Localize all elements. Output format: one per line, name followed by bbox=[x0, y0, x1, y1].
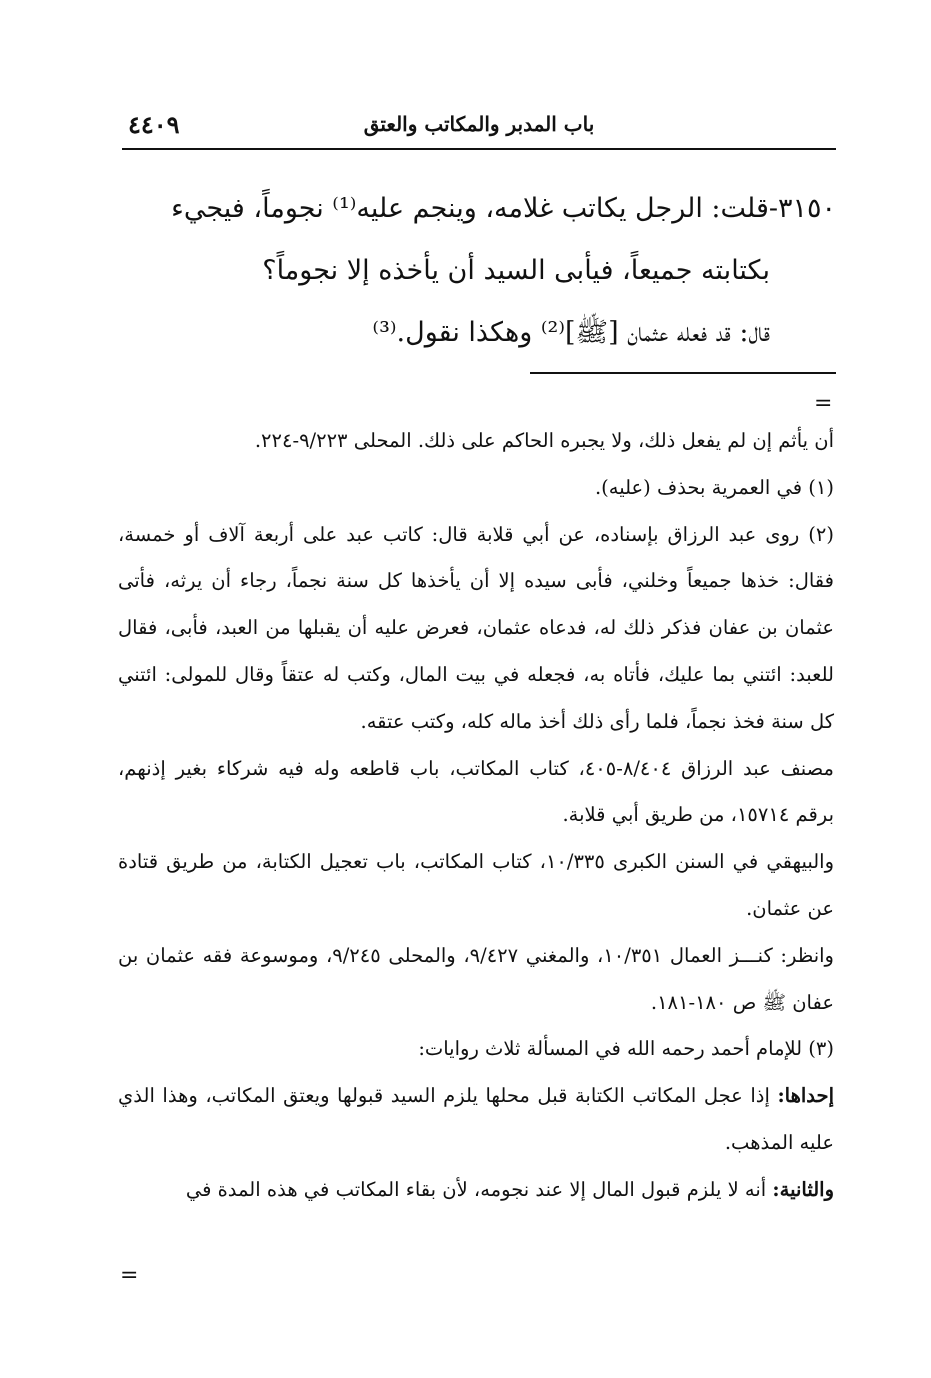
footnote-3-second-text: أنه لا يلزم قبول المال إلا عند نجومه، لأن بقاء المكاتب في هذه المدة في bbox=[185, 1177, 773, 1201]
page-number: ٤٤٠٩ bbox=[128, 110, 180, 139]
footnote-2-source-2: والبيهقي في السنن الكبرى ١٠/٣٣٥، كتاب المكاتب، باب تعجيل الكتابة، من طريق قتادة عن عثمان. bbox=[118, 850, 834, 920]
continuation-mark-bottom: = bbox=[120, 1263, 139, 1288]
footnote-2-source-1: مصنف عبد الرزاق ٨/٤٠٤-٤٠٥، كتاب المكاتب، باب قاطعه وله فيه شركاء بغير إذنهم، برقم ١٥٧١٤، من طريق أبي قلابة. bbox=[118, 756, 834, 827]
footnotes bbox=[118, 418, 834, 1214]
footnote-3-first bbox=[118, 1073, 834, 1167]
continuation-mark-top: = bbox=[814, 391, 833, 416]
main-line-3: قال: قد فعله عثمان [ﷺ]⁽²⁾ وهكذا نقول.⁽³⁾ bbox=[372, 317, 770, 348]
footnote-3-second bbox=[118, 1167, 834, 1214]
footnote-3-first-text: إذا عجل المكاتب الكتابة قبل محلها يلزم السيد قبولها ويعتق المكاتب، وهذا الذي عليه المذهب. bbox=[118, 1084, 834, 1154]
main-line-2: بكتابته جميعاً، فيأبى السيد أن يأخذه إلا نجوماً؟ bbox=[262, 255, 770, 286]
main-text bbox=[112, 178, 836, 364]
footnote-continuation: أن يأثم إن لم يفعل ذلك، ولا يجبره الحاكم على ذلك. المحلى ٩/٢٢٣-٢٢٤. bbox=[254, 429, 834, 452]
footnote-separator bbox=[530, 372, 836, 374]
footnote-1: (١) في العمرية بحذف (عليه). bbox=[594, 475, 834, 499]
footnote-2: (٢) روى عبد الرزاق بإسناده، عن أبي قلابة قال: كاتب عبد على أربعة آلاف أو خمسة، فقال: خذها جميعاً وخلني، فأبى سيده إلا أن يأخذها كل سنة نجماً، رجاء أن يرثه، فأتى عثمان بن عفان فذكر ذلك له، فدعاه عثمان، فعرض عليه أن يقبلها من العبد، فأبى، فقال للعبد: ائتني بما عليك، فأتاه به، فجعله في بيت المال، وكتب له عتقاً وقال للمولى: ائتني كل سنة فخذ نجماً، فلما رأى ذلك أخذ ماله كله، وكتب عتقه. bbox=[118, 522, 834, 733]
footnote-3-second-label: والثانية: bbox=[772, 1177, 834, 1201]
footnote-2-see-also: وانظر: كنـــز العمال ١٠/٣٥١، والمغني ٩/٤٢٧، والمحلى ٩/٢٤٥، وموسوعة فقه عثمان بن عفان ﷺ ص ١٨٠-١٨١. bbox=[118, 943, 834, 1014]
footnote-3: (٣) للإمام أحمد رحمه الله في المسألة ثلاث روايات: bbox=[418, 1037, 834, 1061]
footnote-3-first-label: إحداها: bbox=[777, 1084, 834, 1108]
page-header bbox=[122, 104, 836, 150]
main-line-1: ٣١٥٠-قلت: الرجل يكاتب غلامه، وينجم عليه⁽¹⁾ نجوماً، فيجيء bbox=[171, 193, 836, 224]
running-title: باب المدبر والمكاتب والعتق bbox=[363, 112, 595, 136]
